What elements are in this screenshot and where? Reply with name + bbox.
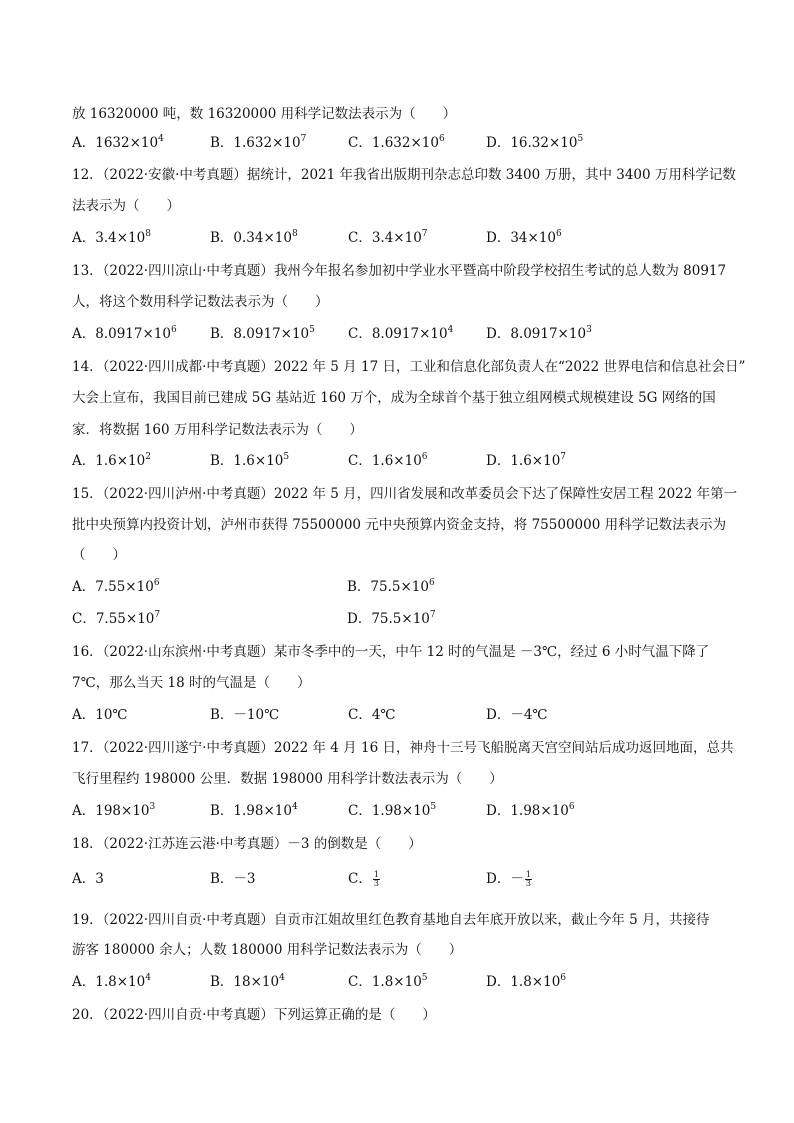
question-12-line-2: 法表示为（ ） xyxy=(72,198,180,214)
option-a: A．10℃ xyxy=(72,707,128,723)
option-a: A．$1.8\times 10^4$ xyxy=(72,973,151,990)
option-c: C．$1.8\times 10^5$ xyxy=(348,973,428,990)
option-d: D．$16.32\times 10^5$ xyxy=(486,134,584,151)
option-b: B．$0.34\times 10^8$ xyxy=(210,229,298,246)
option-c: C．$7.55\times 10^7$ xyxy=(72,610,161,627)
question-19-options xyxy=(72,973,732,991)
question-14-line-2: 大会上宣布，我国目前已建成 5G 基站近 160 万个，成为全球首个基于独立组网模式规模建设 5G 网络的国 xyxy=(72,390,716,406)
option-c: C．$1.632\times 10^6$ xyxy=(348,134,445,151)
option-b: B．－3 xyxy=(210,871,256,887)
question-18-options xyxy=(72,870,732,888)
option-b: B．$8.0917\times 10^5$ xyxy=(210,325,315,342)
option-c: C．$8.0917\times 10^4$ xyxy=(348,325,454,342)
question-15-line-2: 批中央预算内投资计划，泸州市获得 75500000 元中央预算内资金支持，将 75500000 用科学记数法表示为 xyxy=(72,517,727,533)
question-16-line-1: 16．（2022·山东滨州·中考真题）某市冬季中的一天，中午 12 时的气温是 －3℃，经过 6 小时气温下降了 xyxy=(72,644,710,660)
question-15-options-row-1 xyxy=(72,578,732,596)
option-c: C．4℃ xyxy=(348,707,396,723)
option-a: A．$1.6\times 10^2$ xyxy=(72,452,151,469)
option-a: A．$1632\times 10^4$ xyxy=(72,134,164,151)
option-a: A．$198\times 10^3$ xyxy=(72,802,156,819)
question-15-options-row-2 xyxy=(72,610,732,628)
question-20-line-1: 20．（2022·四川自贡·中考真题）下列运算正确的是（ ） xyxy=(72,1007,436,1023)
question-17-options xyxy=(72,802,732,820)
option-b: B．$75.5\times 10^6$ xyxy=(347,578,435,595)
question-18-line-1: 18．（2022·江苏连云港·中考真题）－3 的倒数是（ ） xyxy=(72,836,422,852)
question-19-line-2: 游客 180000 余人；人数 180000 用科学记数法表示为（ ） xyxy=(72,942,463,958)
option-d: D．$1.6\times 10^7$ xyxy=(486,452,567,469)
option-c: C．$1.6\times 10^6$ xyxy=(348,452,428,469)
option-d: D．$75.5\times 10^7$ xyxy=(347,610,436,627)
option-a: A．$7.55\times 10^6$ xyxy=(72,578,160,595)
option-b: B．$1.6\times 10^5$ xyxy=(210,452,290,469)
option-c: C．$1.98\times 10^5$ xyxy=(348,802,437,819)
option-d: D．－ $\frac{1}{3}$ xyxy=(486,870,531,888)
question-12-options xyxy=(72,229,732,247)
option-d: D．－4℃ xyxy=(486,707,548,723)
question-15-line-3: （ ） xyxy=(72,547,126,563)
question-13-options xyxy=(72,325,732,343)
option-b: B．$18\times 10^4$ xyxy=(210,973,285,990)
option-d: D．$1.98\times 10^6$ xyxy=(486,802,575,819)
option-b: B．－10℃ xyxy=(210,707,280,723)
option-d: D．$34\times 10^6$ xyxy=(486,229,562,246)
question-14-line-1: 14．（2022·四川成都·中考真题）2022 年 5 月 17 日，工业和信息化部负责人在“2022 世界电信和信息社会日” xyxy=(72,359,746,375)
option-c: C．$3.4\times 10^7$ xyxy=(348,229,428,246)
question-13-line-2: 人，将这个数用科学记数法表示为（ ） xyxy=(72,294,329,310)
question-14-line-3: 家．将数据 160 万用科学记数法表示为（ ） xyxy=(72,422,363,438)
options-row xyxy=(72,134,732,152)
option-a: A．3 xyxy=(72,871,104,887)
option-d: D．$8.0917\times 10^3$ xyxy=(486,325,592,342)
question-16-line-2: 7℃，那么当天 18 时的气温是（ ） xyxy=(72,675,311,691)
option-a: A．$8.0917\times 10^6$ xyxy=(72,325,177,342)
question-14-options xyxy=(72,452,732,470)
question-17-line-2: 飞行里程约 198000 公里．数据 198000 用科学计数法表示为（ ） xyxy=(72,771,503,787)
question-19-line-1: 19．（2022·四川自贡·中考真题）自贡市江姐故里红色教育基地自去年底开放以来，截止今年 5 月，共接待 xyxy=(72,912,710,928)
option-b: B．$1.632\times 10^7$ xyxy=(210,134,307,151)
question-12-line-1: 12．（2022·安徽·中考真题）据统计，2021 年我省出版期刊杂志总印数 3400 万册，其中 3400 万用科学记数 xyxy=(72,167,736,183)
option-b: B．$1.98\times 10^4$ xyxy=(210,802,298,819)
question-16-options xyxy=(72,706,732,724)
option-d: D．$1.8\times 10^6$ xyxy=(486,973,567,990)
question-15-line-1: 15．（2022·四川泸州·中考真题）2022 年 5 月，四川省发展和改革委员会下达了保障性安居工程 2022 年第一 xyxy=(72,486,738,502)
question-text: 放 16320000 吨，数 16320000 用科学记数法表示为（ ） xyxy=(72,106,457,122)
fraction: $\frac{1}{3}$ xyxy=(373,870,379,888)
question-17-line-1: 17．（2022·四川遂宁·中考真题）2022 年 4 月 16 日，神舟十三号飞船脱离天宫空间站后成功返回地面，总共 xyxy=(72,740,734,756)
question-13-line-1: 13．（2022·四川凉山·中考真题）我州今年报名参加初中学业水平暨高中阶段学校招生考试的总人数为 80917 xyxy=(72,263,727,279)
option-c: C． $\frac{1}{3}$ xyxy=(348,870,379,888)
fraction: $\frac{1}{3}$ xyxy=(525,870,531,888)
option-a: A．$3.4\times 10^8$ xyxy=(72,229,151,246)
